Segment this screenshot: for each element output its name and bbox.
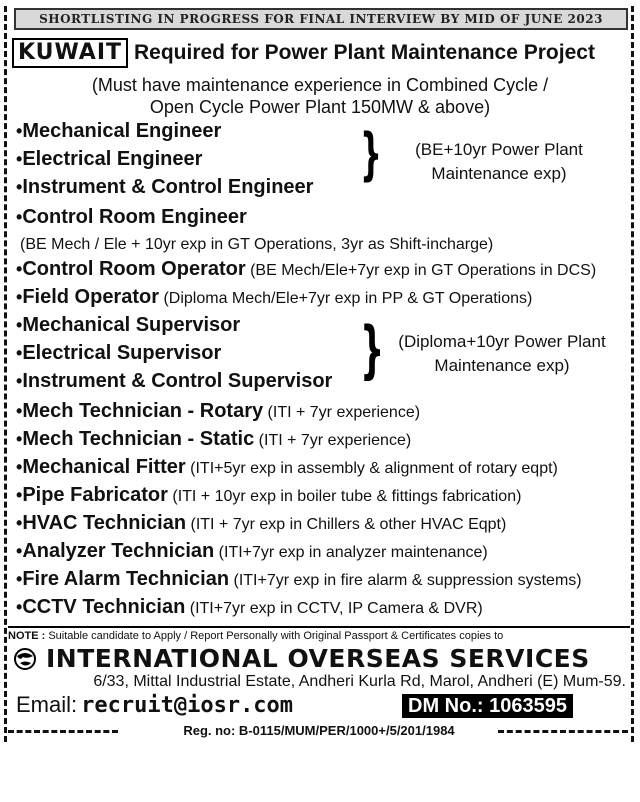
registration-line xyxy=(8,722,630,740)
dm-number-badge: DM No.: 1063595 xyxy=(402,694,573,718)
registration-number: Reg. no: B-0115/MUM/PER/1000+/5/201/1984 xyxy=(183,723,455,738)
list-item: •Mechanical Fitter (ITI+5yr exp in assembly & alignment of rotary eqpt) xyxy=(16,456,558,478)
company-address: 6/33, Mittal Industrial Estate, Andheri Kurla Rd, Marol, Andheri (E) Mum-59. xyxy=(93,673,626,690)
list-item: •Pipe Fabricator (ITI + 10yr exp in boiler tube & fittings fabrication) xyxy=(16,484,522,506)
country-label: KUWAIT xyxy=(12,38,128,68)
job-title: Instrument & Control Supervisor xyxy=(22,370,333,392)
job-title: Field Operator xyxy=(22,286,160,308)
email-link[interactable]: recruit@iosr.com xyxy=(81,693,294,718)
list-item: •HVAC Technician (ITI + 7yr exp in Chillers & other HVAC Eqpt) xyxy=(16,512,507,534)
job-title: HVAC Technician xyxy=(22,512,187,534)
title-row xyxy=(12,38,632,68)
job-detail: (ITI+7yr exp in CCTV, IP Camera & DVR) xyxy=(185,600,483,617)
list-item: •Mech Technician - Static (ITI + 7yr experience) xyxy=(16,428,412,450)
list-item: •Mechanical Engineer xyxy=(16,120,222,142)
list-item: •Electrical Engineer xyxy=(16,148,203,170)
job-title: Mech Technician - Static xyxy=(22,428,255,450)
footer xyxy=(8,644,630,744)
note-bar xyxy=(8,626,630,644)
list-item: •Instrument & Control Engineer xyxy=(16,176,314,198)
job-detail: (ITI + 10yr exp in boiler tube & fittings fabrication) xyxy=(167,488,522,505)
job-title: Analyzer Technician xyxy=(22,540,215,562)
brace-group-1: } xyxy=(360,122,382,187)
list-item: •Control Room Engineer xyxy=(16,206,247,228)
job-title: Mech Technician - Rotary xyxy=(22,400,264,422)
note-text: Suitable candidate to Apply / Report Personally with Original Passport & Certificates copies to xyxy=(45,630,504,642)
job-title: Instrument & Control Engineer xyxy=(22,176,314,198)
job-detail: (BE Mech/Ele+7yr exp in GT Operations in DCS) xyxy=(245,262,597,279)
job-title: Mechanical Fitter xyxy=(22,456,186,478)
list-item: •Electrical Supervisor xyxy=(16,342,222,364)
list-item: •Fire Alarm Technician (ITI+7yr exp in fire alarm & suppression systems) xyxy=(16,568,582,590)
control-room-engineer-note: (BE Mech / Ele + 10yr exp in GT Operations, 3yr as Shift-incharge) xyxy=(20,236,494,253)
list-item: •Instrument & Control Supervisor xyxy=(16,370,333,392)
list-item: •Mechanical Supervisor xyxy=(16,314,241,336)
group-2-note: (Diploma+10yr Power Plant Maintenance exp) xyxy=(398,332,606,375)
job-detail: (ITI + 7yr experience) xyxy=(263,404,421,421)
job-detail: (Diploma Mech/Ele+7yr exp in PP & GT Operations) xyxy=(159,290,533,307)
job-title: Electrical Engineer xyxy=(22,148,203,170)
job-detail: (ITI + 7yr experience) xyxy=(254,432,412,449)
list-item: •CCTV Technician (ITI+7yr exp in CCTV, IP Camera & DVR) xyxy=(16,596,483,618)
job-title: Control Room Operator xyxy=(22,258,246,280)
requirement-line-1: (Must have maintenance experience in Combined Cycle / xyxy=(91,75,549,95)
job-title: Pipe Fabricator xyxy=(22,484,168,506)
email-row xyxy=(16,692,293,722)
brace-group-2: } xyxy=(360,313,385,386)
job-detail: (ITI+7yr exp in fire alarm & suppression systems) xyxy=(229,572,582,589)
job-title: Mechanical Supervisor xyxy=(22,314,241,336)
divider xyxy=(498,730,628,733)
page-title: Required for Power Plant Maintenance Project xyxy=(134,41,595,64)
job-detail: (ITI+7yr exp in analyzer maintenance) xyxy=(214,544,488,561)
job-detail: (ITI+5yr exp in assembly & alignment of rotary eqpt) xyxy=(185,460,558,477)
list-item: •Mech Technician - Rotary (ITI + 7yr experience) xyxy=(16,400,421,422)
globe-logo-icon xyxy=(14,648,36,670)
job-title: CCTV Technician xyxy=(22,596,186,618)
job-title: Control Room Engineer xyxy=(22,206,247,228)
list-item: •Field Operator (Diploma Mech/Ele+7yr exp in PP & GT Operations) xyxy=(16,286,533,308)
group-1-note: (BE+10yr Power Plant Maintenance exp) xyxy=(415,140,583,183)
list-item: •Control Room Operator (BE Mech/Ele+7yr exp in GT Operations in DCS) xyxy=(16,258,597,280)
note-label: NOTE : xyxy=(8,630,46,642)
job-title: Fire Alarm Technician xyxy=(22,568,230,590)
list-item: •Analyzer Technician (ITI+7yr exp in analyzer maintenance) xyxy=(16,540,488,562)
email-label: Email: xyxy=(16,692,78,717)
job-detail: (ITI + 7yr exp in Chillers & other HVAC Eqpt) xyxy=(186,516,507,533)
requirement-line-2: Open Cycle Power Plant 150MW & above) xyxy=(149,97,491,117)
job-title: Mechanical Engineer xyxy=(22,120,222,142)
company-name: INTERNATIONAL OVERSEAS SERVICES xyxy=(46,644,590,673)
job-title: Electrical Supervisor xyxy=(22,342,222,364)
shortlisting-banner: SHORTLISTING IN PROGRESS FOR FINAL INTERVIEW BY MID OF JUNE 2023 xyxy=(14,8,628,30)
